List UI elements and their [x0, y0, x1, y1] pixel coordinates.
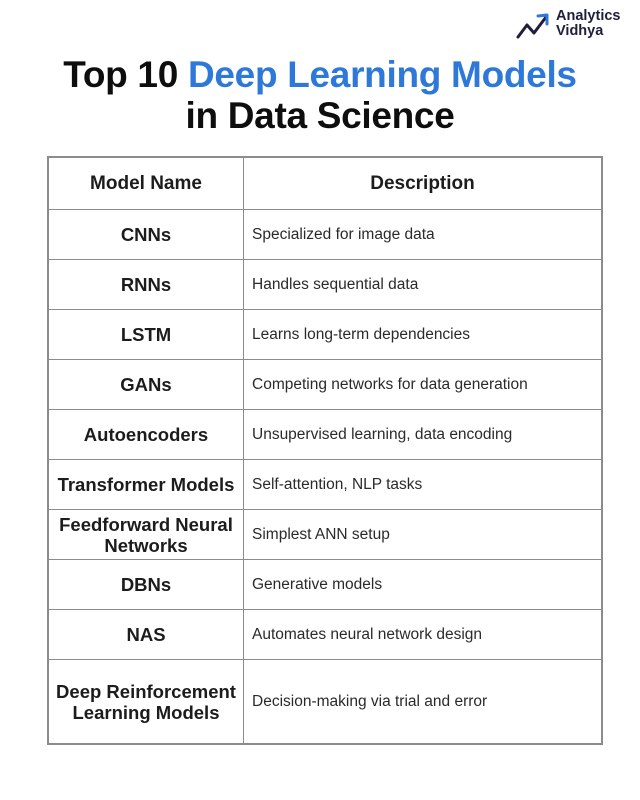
- description-cell: Handles sequential data: [244, 260, 602, 310]
- model-name-cell: RNNs: [49, 260, 244, 310]
- description-cell: Unsupervised learning, data encoding: [244, 410, 602, 460]
- description-cell: Simplest ANN setup: [244, 510, 602, 560]
- description-cell: Learns long-term dependencies: [244, 310, 602, 360]
- models-table-container: [48, 157, 601, 744]
- header-model-name: Model Name: [49, 158, 244, 210]
- table-row: [49, 210, 602, 260]
- description-cell: Specialized for image data: [244, 210, 602, 260]
- page-title: [0, 54, 640, 136]
- model-name-cell: CNNs: [49, 210, 244, 260]
- analytics-vidhya-logo: [516, 9, 634, 43]
- model-name-cell: Feedforward Neural Networks: [49, 510, 244, 560]
- model-name-cell: GANs: [49, 360, 244, 410]
- table-row: [49, 260, 602, 310]
- description-cell: Competing networks for data generation: [244, 360, 602, 410]
- table-row: [49, 460, 602, 510]
- table-row: [49, 510, 602, 560]
- table-row: [49, 310, 602, 360]
- title-prefix: Top 10: [63, 54, 188, 95]
- model-name-cell: Autoencoders: [49, 410, 244, 460]
- model-name-cell: Transformer Models: [49, 460, 244, 510]
- description-cell: Decision-making via trial and error: [244, 660, 602, 744]
- table-row: [49, 660, 602, 744]
- title-line-2: in Data Science: [185, 95, 455, 136]
- table-header-row: [49, 158, 602, 210]
- brand-line-2: Vidhya: [556, 23, 604, 39]
- model-name-cell: Deep Reinforcement Learning Models: [49, 660, 244, 744]
- description-cell: Generative models: [244, 560, 602, 610]
- table-row: [49, 610, 602, 660]
- title-accent: Deep Learning Models: [187, 54, 577, 95]
- brand-line-1: Analytics: [556, 8, 621, 24]
- model-name-cell: NAS: [49, 610, 244, 660]
- header-description: Description: [244, 158, 602, 210]
- trend-arrow-icon: [516, 11, 556, 41]
- table-row: [49, 560, 602, 610]
- model-name-cell: LSTM: [49, 310, 244, 360]
- table-row: [49, 410, 602, 460]
- description-cell: Automates neural network design: [244, 610, 602, 660]
- table-row: [49, 360, 602, 410]
- brand-name: [556, 9, 620, 39]
- description-cell: Self-attention, NLP tasks: [244, 460, 602, 510]
- models-table: [48, 157, 602, 744]
- model-name-cell: DBNs: [49, 560, 244, 610]
